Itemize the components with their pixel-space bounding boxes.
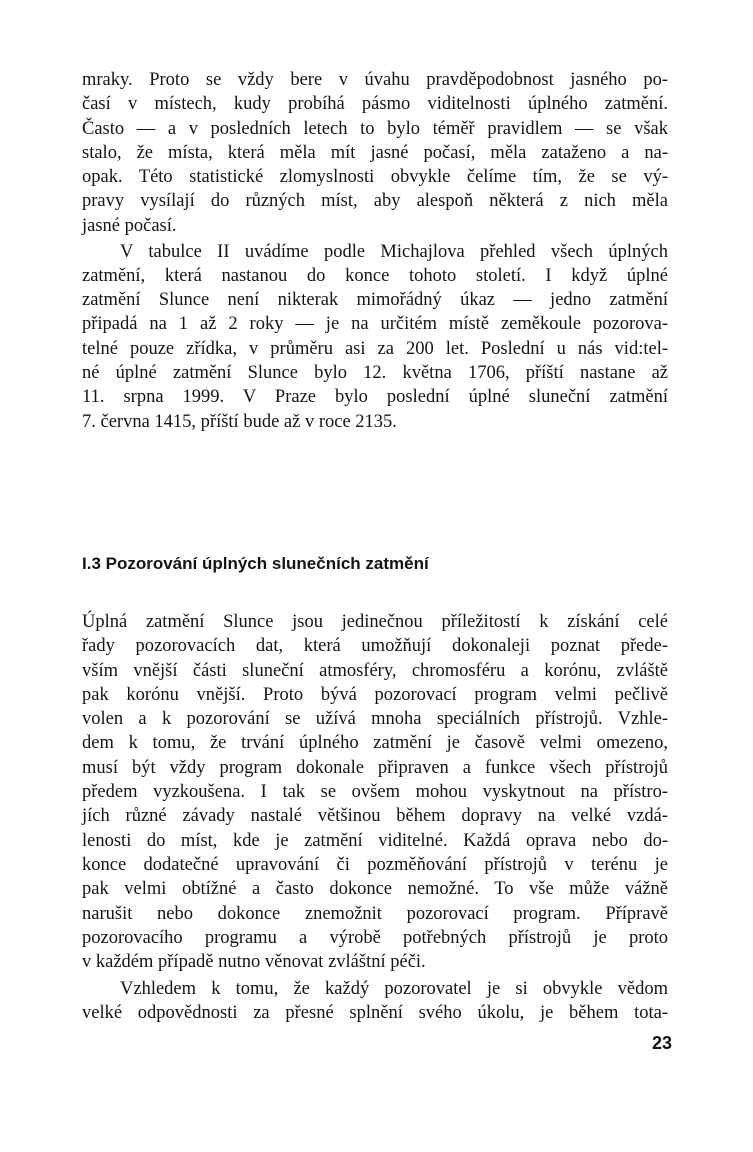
text-line: pozorovacího programu a výrobě potřebných přístrojů je proto: [82, 927, 668, 948]
text-line: v každém případě nutno věnovat zvláštní péči.: [82, 952, 426, 973]
text-line: zatmění Slunce není nikterak mimořádný úkaz — jedno zatmění: [82, 290, 668, 311]
text-line: zatmění, která nastanou do konce tohoto století. I když úplné: [82, 265, 668, 286]
text-line: mraky. Proto se vždy bere v úvahu pravděpodobnost jasného po-: [82, 70, 668, 90]
paragraph: [82, 610, 668, 974]
text-line: lenosti do míst, kde je zatmění viditelné. Každá oprava nebo do-: [82, 830, 668, 851]
paragraph: [82, 977, 668, 1026]
paragraph: [82, 240, 668, 434]
text-line: opak. Této statistické zlomyslnosti obvykle čelíme tím, že se vý-: [82, 167, 668, 188]
text-line: musí být vždy program dokonale připraven a funkce všech přístrojů: [82, 757, 668, 778]
text-line: V tabulce II uvádíme podle Michajlova přehled všech úplných: [120, 241, 668, 262]
section-heading: I.3 Pozorování úplných slunečních zatmění: [82, 554, 429, 573]
text-line: pravy vysílají do různých míst, aby alespoň některá z nich měla: [82, 191, 668, 212]
text-block-top: [82, 68, 668, 434]
text-line: připadá na 1 až 2 roky — je na určitém místě zeměkoule pozorova-: [82, 314, 668, 335]
paragraph: [82, 68, 668, 238]
text-line: vším vnější části sluneční atmosféry, chromosféru a korónu, zvláště: [82, 660, 668, 681]
text-line: Vzhledem k tomu, že každý pozorovatel je si obvykle vědom: [120, 978, 668, 999]
text-line: Úplná zatmění Slunce jsou jedinečnou příležitostí k získání celé: [82, 612, 668, 632]
text-line: narušit nebo dokonce znemožnit pozorovací program. Přípravě: [82, 903, 668, 924]
text-line: 7. června 1415, příští bude až v roce 2135.: [82, 411, 397, 432]
text-line: jasné počasí.: [82, 215, 177, 236]
text-line: řady pozorovacích dat, která umožňují dokonaleji poznat přede-: [82, 636, 668, 657]
text-line: velké odpovědnosti za přesné splnění svého úkolu, je během tota-: [82, 1003, 668, 1024]
text-line: jích různé závady nastalé většinou během dopravy na velké vzdá-: [82, 806, 668, 827]
text-block-bottom: [82, 610, 668, 1026]
text-line: konce dodatečné upravování či pozměňování přístrojů v terénu je: [82, 854, 668, 875]
text-line: pak korónu vnější. Proto bývá pozorovací program velmi pečlivě: [82, 684, 668, 705]
page-number: 23: [651, 1033, 672, 1053]
text-line: telné pouze zřídka, v průměru asi za 200 let. Poslední u nás vid:tel-: [82, 338, 668, 359]
text-line: Často — a v posledních letech to bylo téměř pravidlem — se však: [82, 118, 668, 139]
text-line: dem k tomu, že trvání úplného zatmění je časově velmi omezeno,: [82, 733, 668, 754]
text-line: volen a k pozorování se užívá mnoha speciálních přístrojů. Vzhle-: [82, 709, 668, 730]
text-line: stalo, že místa, která měla mít jasné počasí, měla zataženo a na-: [82, 142, 668, 163]
text-line: časí v místech, kudy probíhá pásmo viditelnosti úplného zatmění.: [82, 94, 668, 115]
text-line: předem vyzkoušena. I tak se ovšem mohou vyskytnout na přístro-: [82, 782, 668, 803]
text-line: pak velmi obtížné a často dokonce nemožné. To vše může vážně: [82, 879, 668, 900]
text-line: 11. srpna 1999. V Praze bylo poslední úplné sluneční zatmění: [82, 387, 668, 408]
text-line: né úplné zatmění Slunce bylo 12. května 1706, příští nastane až: [82, 363, 668, 384]
